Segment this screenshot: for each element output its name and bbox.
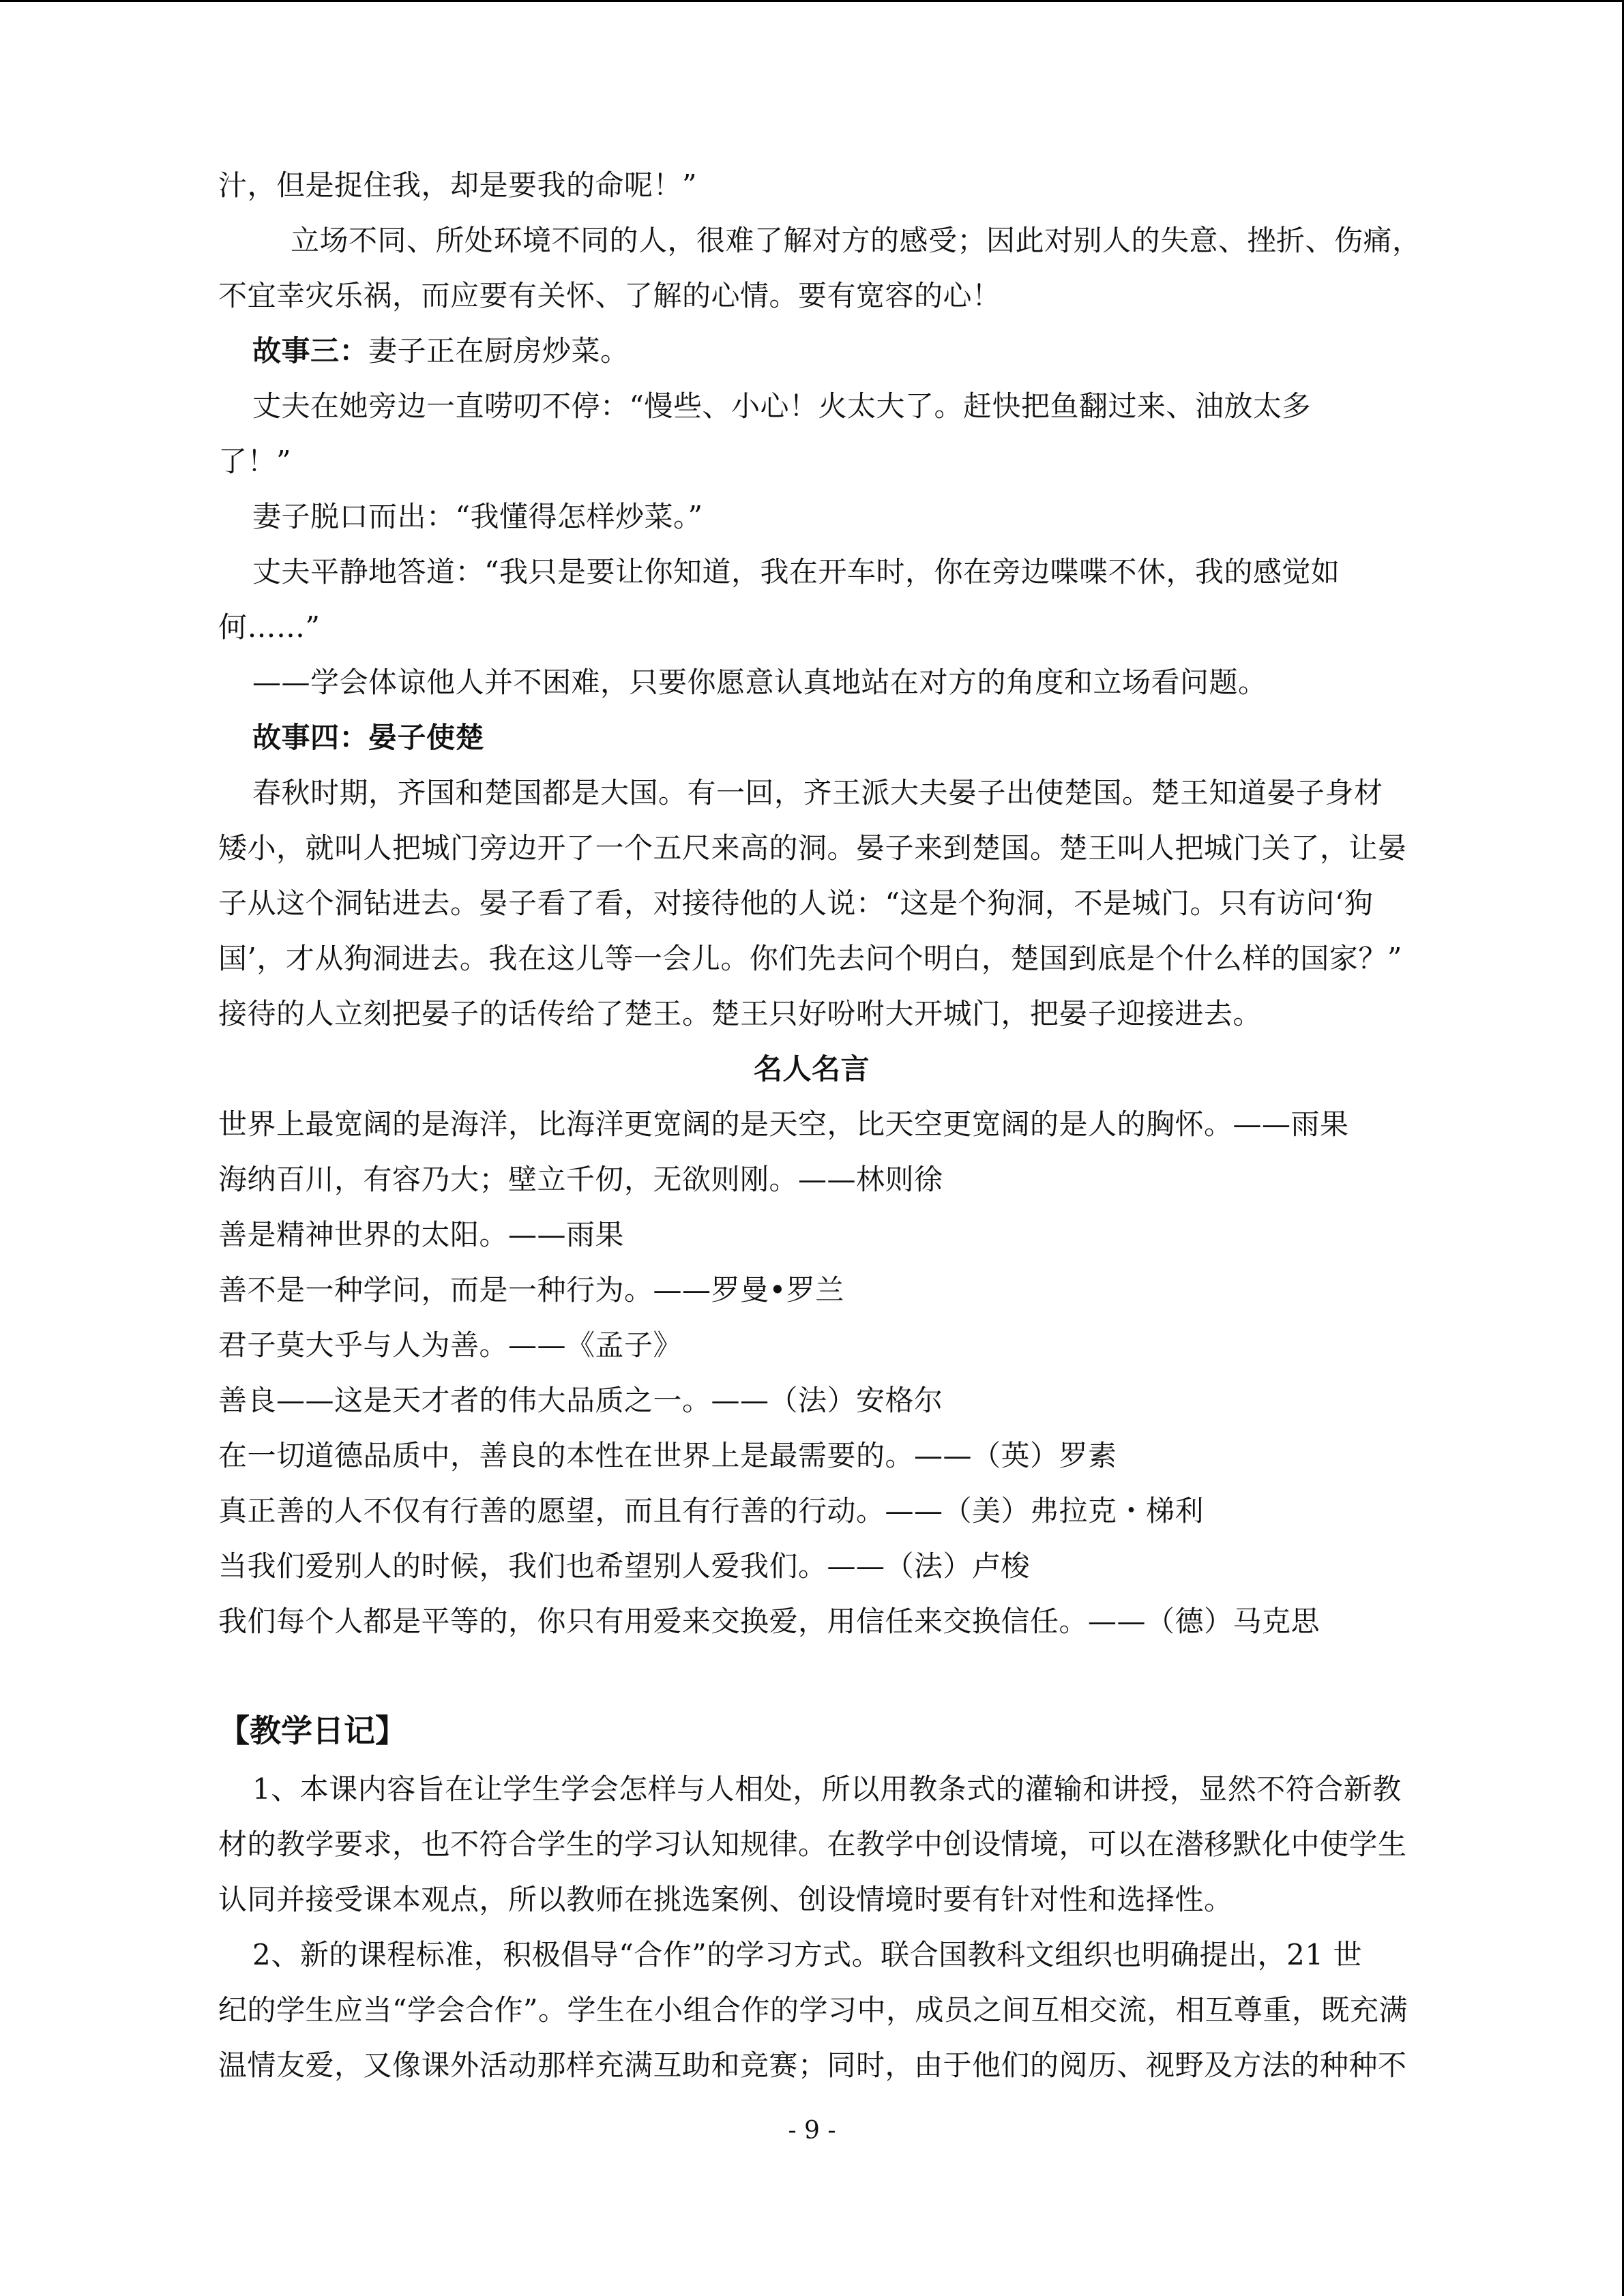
story-three-line [218, 323, 1405, 378]
quote-line: 我们每个人都是平等的，你只有用爱来交换爱，用信任来交换信任。——（德）马克思 [218, 1605, 1320, 1638]
quote-line: 善是精神世界的太阳。——雨果 [218, 1218, 625, 1251]
teaching-diary-heading: 【教学日记】 [218, 1712, 407, 1749]
diary-line: 认同并接受课本观点，所以教师在挑选案例、创设情境时要有针对性和选择性。 [218, 1883, 1233, 1916]
story-three-text: 妻子正在厨房炒菜。 [368, 334, 630, 368]
quote-line: 善良——这是天才者的伟大品质之一。——（法）安格尔 [218, 1384, 943, 1417]
paragraph-line: 矮小，就叫人把城门旁边开了一个五尺来高的洞。晏子来到楚国。楚王叫人把城门关了，让晏 [218, 831, 1407, 865]
story-three-title: 故事三： [252, 334, 369, 368]
diary-line: 1、本课内容旨在让学生学会怎样与人相处，所以用教条式的灌输和讲授，显然不符合新教 [252, 1772, 1402, 1806]
quotes-heading: 名人名言 [753, 1052, 870, 1086]
paragraph-line: 丈夫平静地答道：“我只是要让你知道，我在开车时，你在旁边喋喋不休，我的感觉如 [252, 555, 1340, 588]
paragraph-line: 不宜幸灾乐祸，而应要有关怀、了解的心情。要有宽容的心！ [218, 279, 1001, 312]
paragraph-line: 国’，才从狗洞进去。我在这儿等一会儿。你们先去问个明白，楚国到底是个什么样的国家？” [218, 942, 1402, 975]
diary-line: 2、新的课程标准，积极倡导“合作”的学习方式。联合国教科文组织也明确提出，21 世 [252, 1938, 1362, 1971]
quote-line: 君子莫大乎与人为善。——《孟子》 [218, 1328, 683, 1362]
quote-line: 世界上最宽阔的是海洋，比海洋更宽阔的是天空，比天空更宽阔的是人的胸怀。——雨果 [218, 1107, 1349, 1141]
section-spacer [218, 1649, 1405, 1700]
paragraph-line: 了！” [218, 445, 291, 478]
diary-line: 纪的学生应当“学会合作”。学生在小组合作的学习中，成员之间互相交流，相互尊重，既充满 [218, 1993, 1408, 2027]
paragraph-line: 子从这个洞钻进去。晏子看了看，对接待他的人说：“这是个狗洞，不是城门。只有访问‘狗 [218, 886, 1374, 920]
quote-line: 真正善的人不仅有行善的愿望，而且有行善的行动。——（美）弗拉克・梯利 [218, 1494, 1205, 1527]
page-number: - 9 - [788, 2117, 836, 2145]
paragraph-line: 立场不同、所处环境不同的人，很难了解对方的感受；因此对别人的失意、挫折、伤痛， [291, 224, 1421, 257]
quote-line: 在一切道德品质中，善良的本性在世界上是最需要的。——（英）罗素 [218, 1439, 1117, 1472]
story-four-title: 故事四：晏子使楚 [252, 721, 485, 754]
page-body [218, 158, 1421, 2093]
top-border [0, 0, 1624, 2]
quote-line: 海纳百川，有容乃大；壁立千仞，无欲则刚。——林则徐 [218, 1163, 943, 1196]
paragraph-line: 汁，但是捉住我，却是要我的命呢！” [218, 168, 697, 202]
paragraph-line: 春秋时期，齐国和楚国都是大国。有一回，齐王派大夫晏子出使楚国。楚王知道晏子身材 [252, 776, 1383, 809]
diary-line: 温情友爱，又像课外活动那样充满互助和竞赛；同时，由于他们的阅历、视野及方法的种种不 [218, 2048, 1407, 2082]
paragraph-line: ——学会体谅他人并不困难，只要你愿意认真地站在对方的角度和立场看问题。 [252, 666, 1267, 699]
paragraph-line: 何……” [218, 610, 321, 644]
quote-line: 善不是一种学问，而是一种行为。——罗曼•罗兰 [218, 1273, 844, 1307]
quote-line: 当我们爱别人的时候，我们也希望别人爱我们。——（法）卢梭 [218, 1549, 1031, 1583]
paragraph-line: 妻子脱口而出：“我懂得怎样炒菜。” [252, 500, 703, 533]
paragraph-line: 接待的人立刻把晏子的话传给了楚王。楚王只好吩咐大开城门，把晏子迎接进去。 [218, 997, 1263, 1030]
diary-line: 材的教学要求，也不符合学生的学习认知规律。在教学中创设情境，可以在潜移默化中使学生 [218, 1828, 1407, 1861]
paragraph-line: 丈夫在她旁边一直唠叨不停：“慢些、小心！火太大了。赶快把鱼翻过来、油放太多 [252, 389, 1311, 423]
